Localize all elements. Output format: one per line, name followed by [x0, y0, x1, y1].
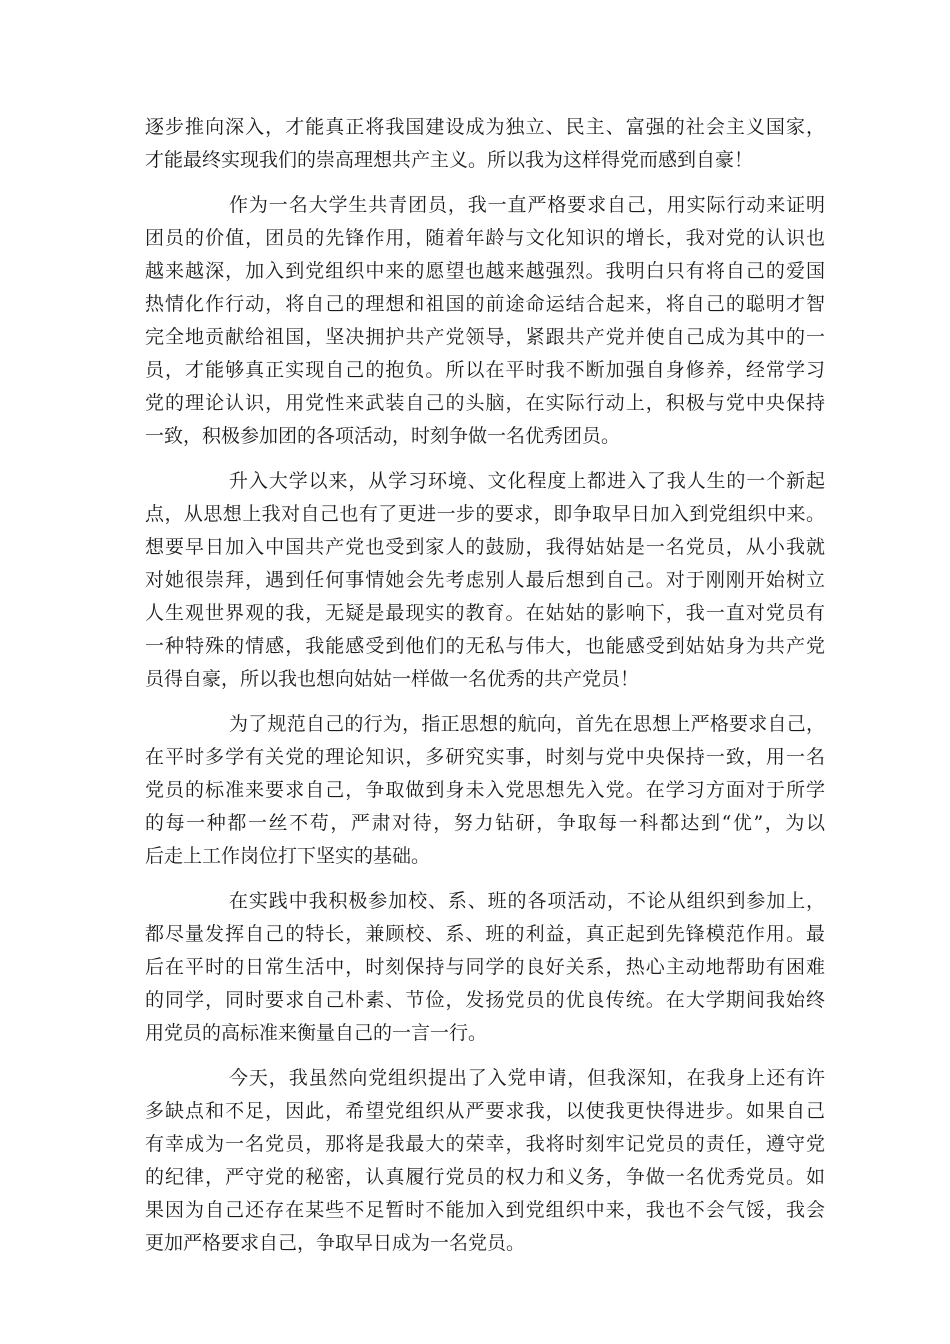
text-line: 党员的标准来要求自己，争取做到身未入党思想先入党。在学习方面对于所学 — [145, 779, 825, 801]
paragraph-2 — [145, 189, 825, 453]
paragraph-3 — [145, 465, 825, 696]
text-line: 党的理论认识，用党性来武装自己的头脑，在实际行动上，积极与党中央保持 — [145, 392, 825, 414]
paragraph-6 — [145, 1062, 825, 1260]
text-line: 逐步推向深入，才能真正将我国建设成为独立、民主、富强的社会主义国家， — [145, 116, 825, 138]
text-line: 一种特殊的情感，我能感受到他们的无私与伟大，也能感受到姑姑身为共产党 — [145, 635, 825, 657]
text-line: 的同学，同时要求自己朴素、节俭，发扬党员的优良传统。在大学期间我始终 — [145, 989, 825, 1011]
text-line: 果因为自己还存在某些不足暂时不能加入到党组织中来，我也不会气馁，我会 — [145, 1199, 825, 1221]
paragraph-4 — [145, 708, 825, 873]
text-line: 作为一名大学生共青团员，我一直严格要求自己，用实际行动来证明 — [229, 194, 825, 216]
text-line: 用党员的高标准来衡量自己的一言一行。 — [145, 1022, 488, 1044]
text-line: 都尽量发挥自己的特长，兼顾校、系、班的利益，真正起到先锋模范作用。最 — [145, 923, 825, 945]
text-line: 想要早日加入中国共产党也受到家人的鼓励，我得姑姑是一名党员，从小我就 — [145, 536, 825, 558]
text-line: 员，才能够真正实现自己的抱负。所以在平时我不断加强自身修养，经常学习 — [145, 359, 825, 381]
text-line: 今天，我虽然向党组织提出了入党申请，但我深知，在我身上还有许 — [229, 1067, 825, 1089]
text-line: 员得自豪，所以我也想向姑姑一样做一名优秀的共产党员！ — [145, 668, 640, 690]
text-line: 热情化作行动，将自己的理想和祖国的前途命运结合起来，将自己的聪明才智 — [145, 293, 825, 315]
text-line: 点，从思想上我对自己也有了更进一步的要求，即争取早日加入到党组织中来。 — [145, 503, 825, 525]
text-line: 更加严格要求自己，争取早日成为一名党员。 — [145, 1232, 526, 1254]
text-line: 越来越深，加入到党组织中来的愿望也越来越强烈。我明白只有将自己的爱国 — [145, 260, 825, 282]
text-line: 升入大学以来，从学习环境、文化程度上都进入了我人生的一个新起 — [229, 470, 825, 492]
text-line: 完全地贡献给祖国，坚决拥护共产党领导，紧跟共产党并使自己成为其中的一 — [145, 326, 825, 348]
text-line: 团员的价值，团员的先锋作用，随着年龄与文化知识的增长，我对党的认识也 — [145, 227, 825, 249]
text-line: 的纪律，严守党的秘密，认真履行党员的权力和义务，争做一名优秀党员。如 — [145, 1166, 825, 1188]
text-line: 对她很崇拜，遇到任何事情她会先考虑别人最后想到自己。对于刚刚开始树立 — [145, 569, 825, 591]
paragraph-1 — [145, 111, 825, 177]
text-line: 人生观世界观的我，无疑是最现实的教育。在姑姑的影响下，我一直对党员有 — [145, 602, 825, 624]
text-line: 多缺点和不足，因此，希望党组织从严要求我，以使我更快得进步。如果自己 — [145, 1100, 825, 1122]
text-line: 后走上工作岗位打下坚实的基础。 — [145, 845, 431, 867]
text-line: 为了规范自己的行为，指正思想的航向，首先在思想上严格要求自己， — [229, 713, 825, 735]
document-body — [145, 111, 825, 1272]
text-line: 的每一种都一丝不苟，严肃对待，努力钻研，争取每一科都达到“优”，为以 — [145, 812, 825, 834]
text-line: 在平时多学有关党的理论知识，多研究实事，时刻与党中央保持一致，用一名 — [145, 746, 825, 768]
text-line: 才能最终实现我们的崇高理想共产主义。所以我为这样得党而感到自豪！ — [145, 149, 754, 171]
paragraph-5 — [145, 885, 825, 1050]
text-line: 有幸成为一名党员，那将是我最大的荣幸，我将时刻牢记党员的责任，遵守党 — [145, 1133, 825, 1155]
text-line: 一致，积极参加团的各项活动，时刻争做一名优秀团员。 — [145, 425, 621, 447]
text-line: 在实践中我积极参加校、系、班的各项活动，不论从组织到参加上， — [229, 890, 825, 912]
text-line: 后在平时的日常生活中，时刻保持与同学的良好关系，热心主动地帮助有困难 — [145, 956, 825, 978]
